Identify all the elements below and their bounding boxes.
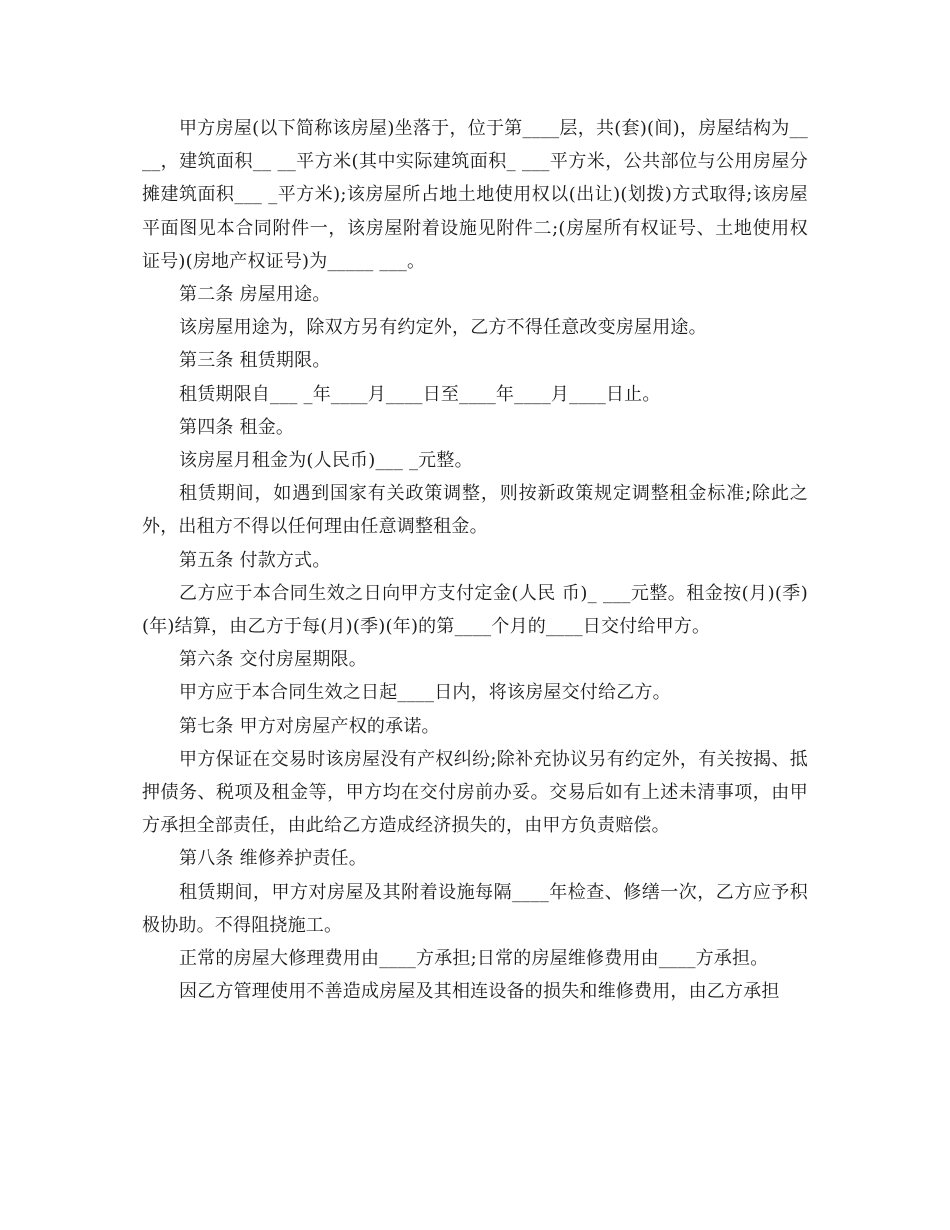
paragraph-title-guarantee: 甲方保证在交易时该房屋没有产权纠纷;除补充协议另有约定外，有关按揭、抵押债务、税项及租金等，甲方均在交付房前办妥。交易后如有上述未清事项，由甲方承担全部责任，由此给乙方造成经济损失的，由甲方负责赔偿。 [142, 748, 808, 837]
heading-article-3: 第三条 租赁期限。 [179, 350, 331, 372]
heading-article-7: 第七条 甲方对房屋产权的承诺。 [179, 715, 440, 737]
document-body [142, 112, 808, 1008]
paragraph-property-location: 甲方房屋(以下简称该房屋)坐落于，位于第____层，共(套)(间)，房屋结构为__ __，建筑面积__ __平方米(其中实际建筑面积_ ___平方米，公共部位与公用房屋分摊建筑面积___ _平方米);该房屋所占地土地使用权以(出让)(划拨)方式取得;该房屋平面图见本合同附件一，该房屋附着设施见附件二;(房屋所有权证号、土地使用权证号)(房地产权证号)为_____ ___。 [142, 118, 808, 272]
paragraph-inspection: 租赁期间，甲方对房屋及其附着设施每隔____年检查、修缮一次，乙方应予积极协助。不得阻挠施工。 [142, 881, 808, 936]
paragraph-repair-costs: 正常的房屋大修理费用由____方承担;日常的房屋维修费用由____方承担。 [179, 948, 769, 970]
paragraph-usage: 该房屋用途为，除双方另有约定外，乙方不得任意改变房屋用途。 [179, 317, 707, 339]
heading-article-4: 第四条 租金。 [179, 416, 295, 438]
paragraph-monthly-rent: 该房屋月租金为(人民币)___ _元整。 [179, 450, 473, 472]
paragraph-payment-method: 乙方应于本合同生效之日向甲方支付定金(人民 币)_ ___元整。租金按(月)(季)(年)结算，由乙方于每(月)(季)(年)的第____个月的____日交付给甲方。 [142, 582, 808, 638]
paragraph-lease-term: 租赁期限自___ _年____月____日至____年____月____日止。 [179, 383, 661, 405]
heading-article-5: 第五条 付款方式。 [179, 549, 331, 571]
heading-article-6: 第六条 交付房屋期限。 [179, 649, 367, 671]
heading-article-8: 第八条 维修养护责任。 [179, 848, 367, 870]
paragraph-delivery-deadline: 甲方应于本合同生效之日起____日内，将该房屋交付给乙方。 [179, 682, 671, 704]
paragraph-damage-liability: 因乙方管理使用不善造成房屋及其相连设备的损失和维修费用，由乙方承担 [179, 981, 780, 1003]
paragraph-rent-adjustment: 租赁期间，如遇到国家有关政策调整，则按新政策规定调整租金标准;除此之外，出租方不得以任何理由任意调整租金。 [142, 483, 808, 538]
heading-article-2: 第二条 房屋用途。 [179, 284, 331, 306]
